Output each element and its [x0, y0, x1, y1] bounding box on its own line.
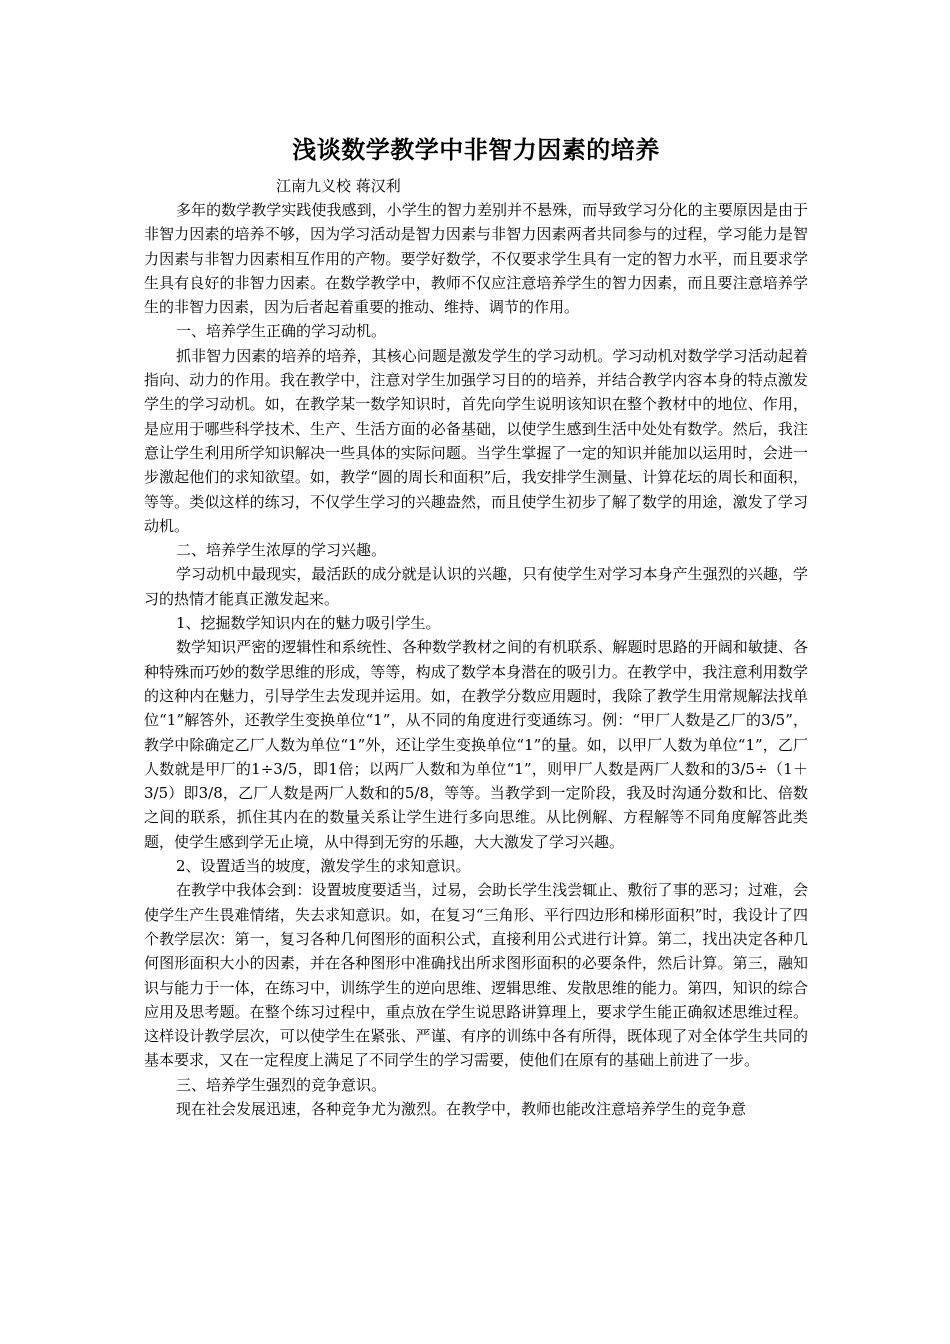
paragraph: 在教学中我体会到：设置坡度要适当，过易，会助长学生浅尝辄止、敷衍了事的恶习；过难，会使学生产生畏难情绪，失去求知意识。如，在复习“三角形、平行四边形和梯形面积”时，我设计了四个教学层次：第一，复习各种几何图形的面积公式，直接利用公式进行计算。第二，找出决定各种几何图形面积大小的因素，并在各种图形中准确找出所求图形面积的必要条件，然后计算。第三，融知识与能力于一体，在练习中，训练学生的逆向思维、逻辑思维、发散思维的能力。第四，知识的综合应用及思考题。在整个练习过程中，重点放在学生说思路讲算理上，要求学生能正确叙述思维过程。这样设计教学层次，可以使学生在紧张、严谨、有序的训练中各有所得，既体现了对全体学生共同的基本要求，又在一定程度上满足了不同学生的学习需要，使他们在原有的基础上前进了一步。: [144, 881, 808, 1070]
paragraph: 学习动机中最现实，最活跃的成分就是认识的兴趣，只有使学生对学习本身产生强烈的兴趣，学习的热情才能真正激发起来。: [144, 565, 808, 608]
paragraph: 数学知识严密的逻辑性和系统性、各种数学教材之间的有机联系、解题时思路的开阔和敏捷、各种特殊而巧妙的数学思维的形成，等等，构成了数学本身潜在的吸引力。在教学中，我注意利用数学的这种内在魅力，引导学生去发现并运用。如，在教学分数应用题时，我除了教学生用常规解法找单位“1”解答外，还教学生变换单位“1”，从不同的角度进行变通练习。例：“甲厂人数是乙厂的3/5”，教学中除确定乙厂人数为单位“1”外，还让学生变换单位“1”的量。如，以甲厂人数为单位“1”，乙厂人数就是甲厂的1÷3/5，即1倍；以两厂人数和为单位“1”，则甲厂人数是两厂人数和的3/5÷（1＋3/5）即3/8，乙厂人数是两厂人数和的5/8，等等。当教学到一定阶段，我及时沟通分数和比、倍数之间的联系，抓住其内在的数量关系让学生进行多向思维。从比例解、方程解等不同角度解答此类题，使学生感到学无止境，从中得到无穷的乐趣，大大激发了学习兴趣。: [144, 638, 808, 851]
document-title: 浅谈数学教学中非智力因素的培养: [292, 136, 660, 164]
document-body: [144, 132, 808, 1121]
paragraph: 现在社会发展迅速，各种竞争尤为激烈。在教学中，教师也能改注意培养学生的竞争意: [176, 1099, 747, 1118]
paragraph-intro: 多年的数学教学实践使我感到，小学生的智力差别并不悬殊，而导致学习分化的主要原因是由于非智力因素的培养不够，因为学习活动是智力因素与非智力因素两者共同参与的过程，学习能力是智力因素与非智力因素相互作用的产物。要学好数学，不仅要求学生具有一定的智力水平，而且要求学生具有良好的非智力因素。在数学教学中，教师不仅应注意培养学生的智力因素，而且要注意培养学生的非智力因素，因为后者起着重要的推动、维持、调节的作用。: [144, 201, 808, 317]
subsection-heading-1: 1、挖掘数学知识内在的魅力吸引学生。: [176, 614, 441, 633]
paragraph: 抓非智力因素的培养的培养，其核心问题是激发学生的学习动机。学习动机对数学学习活动起着指向、动力的作用。我在教学中，注意对学生加强学习目的的培养，并结合教学内容本身的特点激发学生的学习动机。如，在教学某一数学知识时，首先向学生说明该知识在整个教材中的地位、作用，是应用于哪些科学技术、生产、生活方面的必备基础，以使学生感到生活中处处有数学。然后，我注意让学生利用所学知识解决一些具体的实际问题。当学生掌握了一定的知识并能加以运用时，会进一步激起他们的求知欲望。如，教学“圆的周长和面积”后，我安排学生测量、计算花坛的周长和面积，等等。类似这样的练习，不仅学生学习的兴趣盎然，而且使学生初步了解了数学的用途，激发了学习动机。: [144, 346, 808, 535]
subsection-heading-2: 2、设置适当的坡度，激发学生的求知意识。: [176, 857, 471, 876]
section-heading-3: 三、培养学生强烈的竞争意识。: [176, 1075, 387, 1094]
section-heading-2: 二、培养学生浓厚的学习兴趣。: [176, 541, 387, 560]
section-heading-1: 一、培养学生正确的学习动机。: [176, 322, 387, 341]
author-byline: 江南九义校 蒋汉利: [276, 177, 401, 195]
